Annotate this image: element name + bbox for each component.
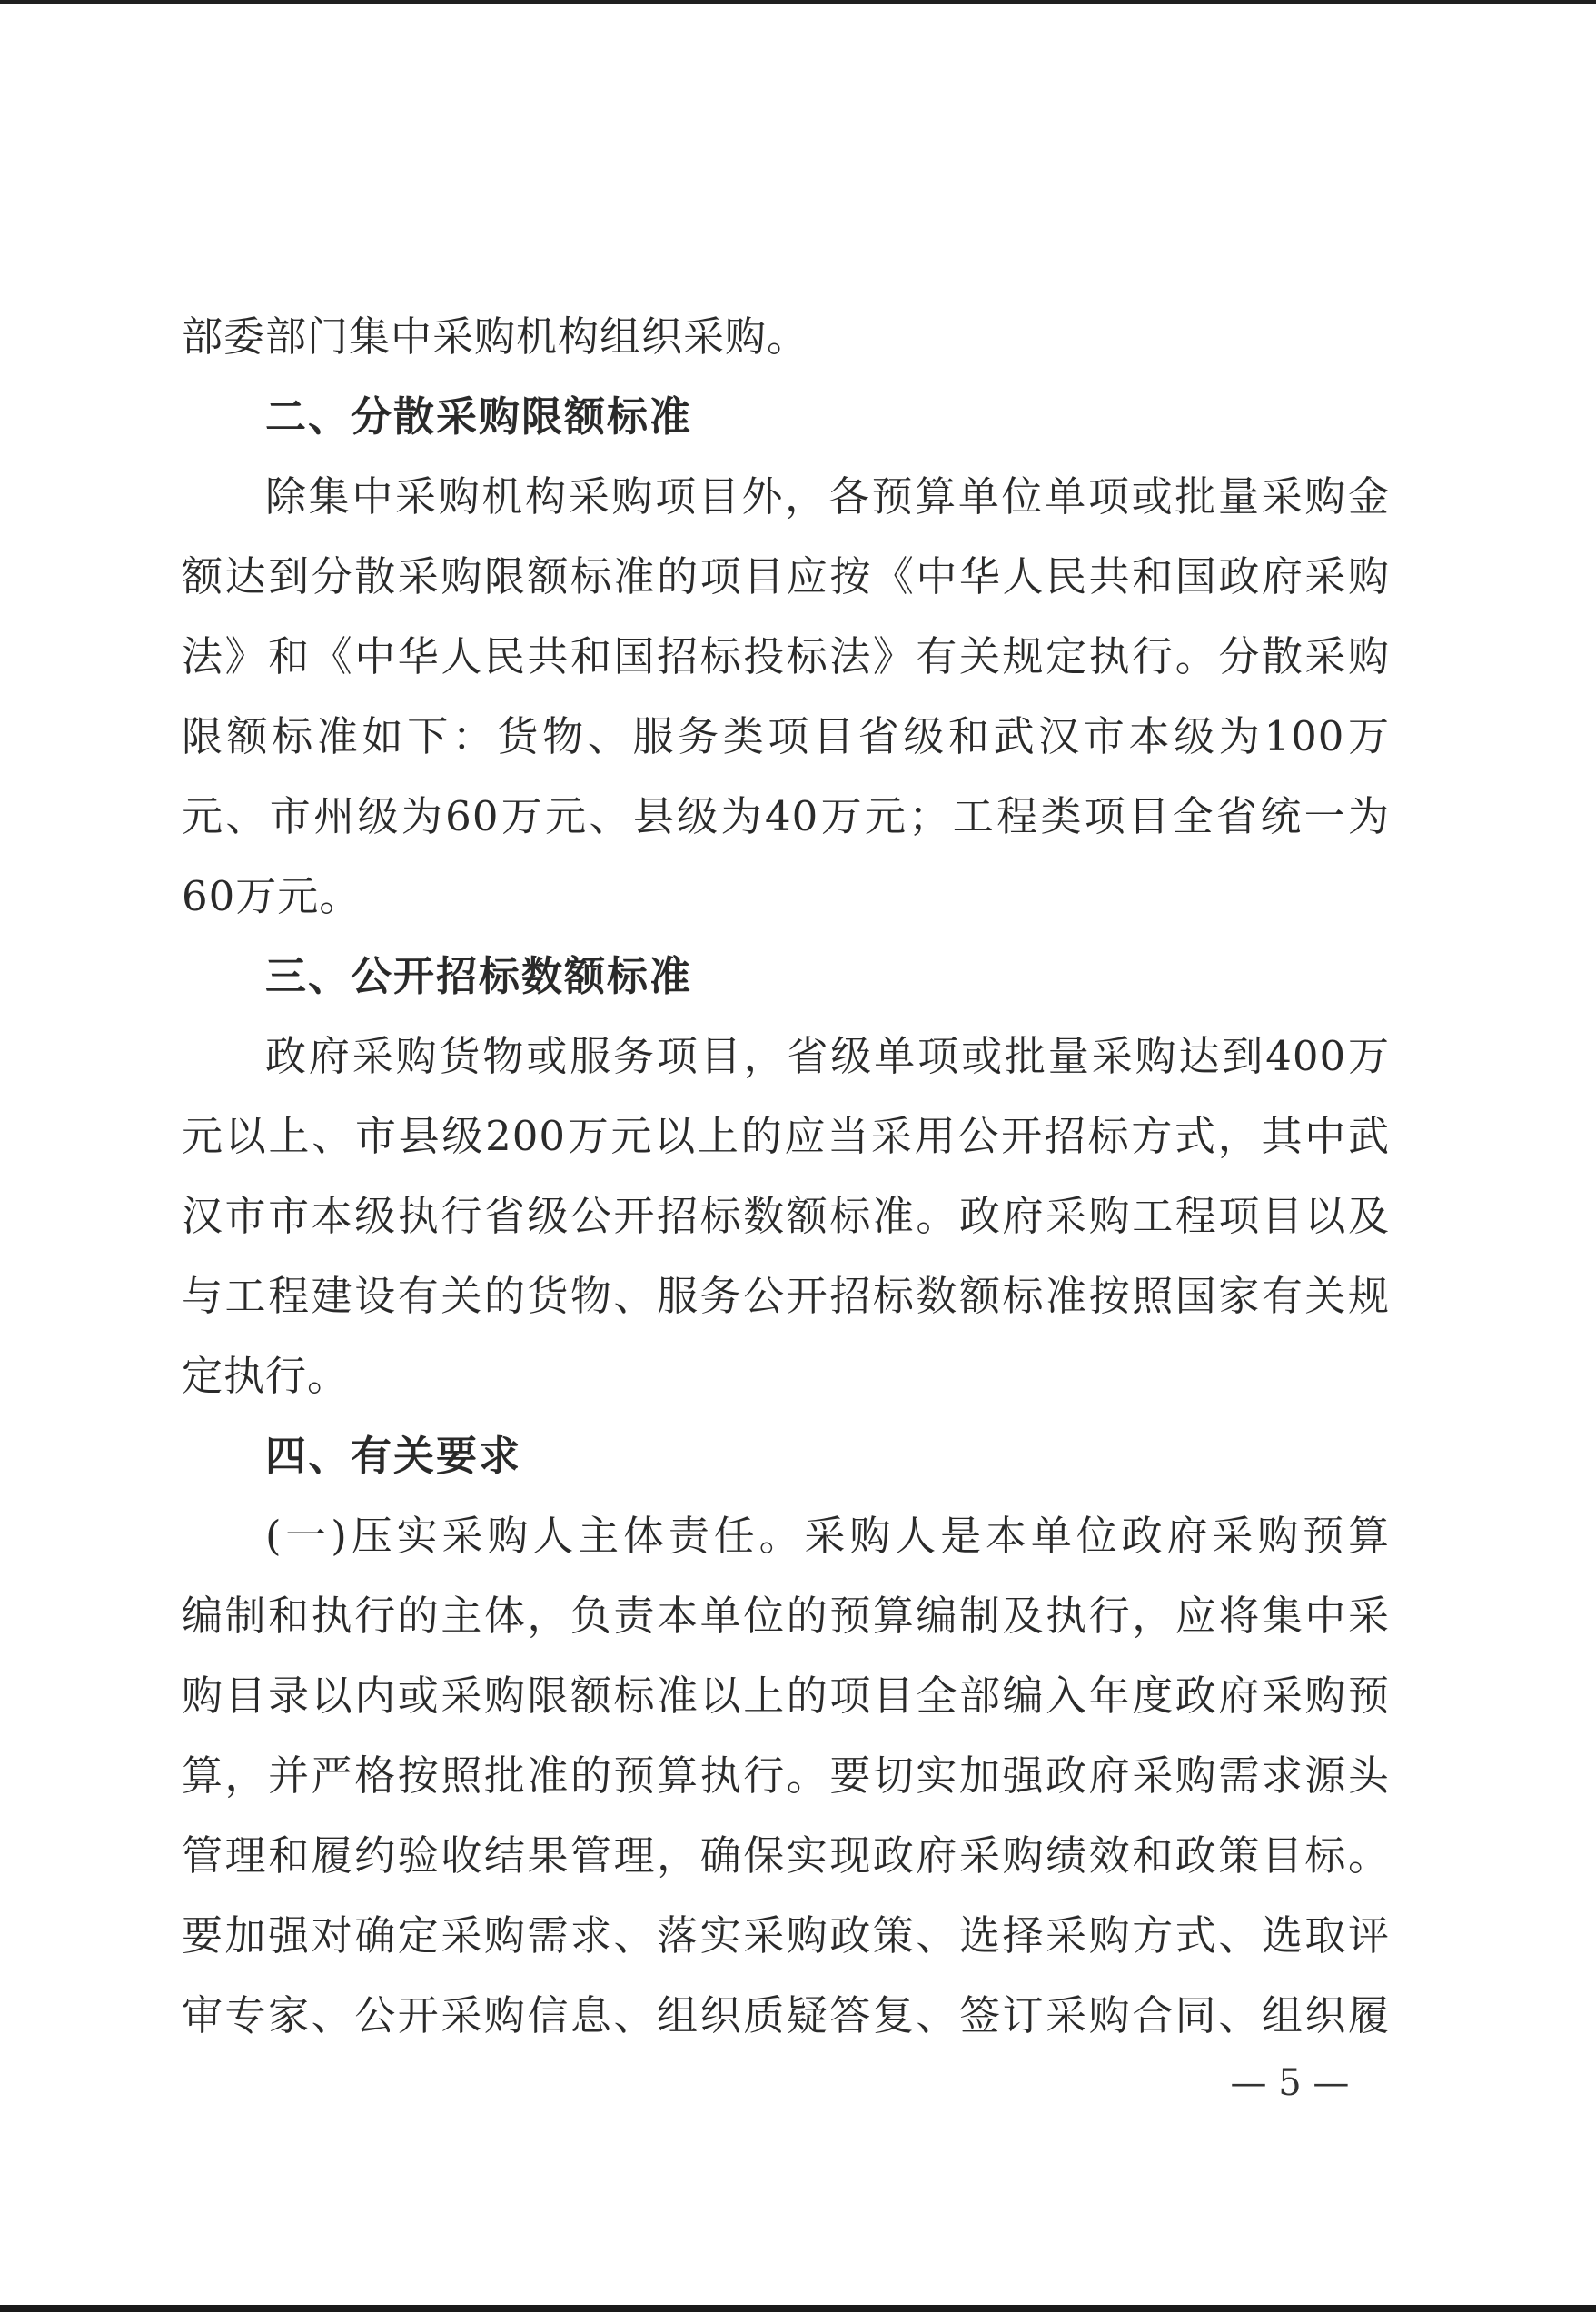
body-line: 算，并严格按照批准的预算执行。要切实加强政府采购需求源头 bbox=[182, 1751, 1390, 1800]
top-scan-border bbox=[0, 0, 1596, 4]
body-line: 与工程建设有关的货物、服务公开招标数额标准按照国家有关规 bbox=[182, 1272, 1390, 1320]
body-line: 元、市州级为60万元、县级为40万元；工程类项目全省统一为 bbox=[182, 792, 1390, 840]
section-heading-4: 四、有关要求 bbox=[265, 1432, 522, 1480]
body-line: 管理和履约验收结果管理，确保实现政府采购绩效和政策目标。 bbox=[182, 1831, 1390, 1880]
body-line: 要加强对确定采购需求、落实采购政策、选择采购方式、选取评 bbox=[182, 1911, 1390, 1960]
page-number: — 5 — bbox=[1230, 2062, 1350, 2104]
body-line: 法》和《中华人民共和国招标投标法》有关规定执行。分散采购 bbox=[182, 632, 1390, 680]
body-line: 购目录以内或采购限额标准以上的项目全部编入年度政府采购预 bbox=[182, 1672, 1390, 1720]
body-line: 额达到分散采购限额标准的项目应按《中华人民共和国政府采购 bbox=[182, 552, 1390, 600]
body-line: 除集中采购机构采购项目外，各预算单位单项或批量采购金 bbox=[265, 472, 1390, 521]
document-body bbox=[182, 297, 1390, 2056]
body-line: 部委部门集中采购机构组织采购。 bbox=[182, 313, 809, 361]
body-line: 限额标准如下：货物、服务类项目省级和武汉市本级为100万 bbox=[182, 712, 1390, 760]
body-line: 汉市市本级执行省级公开招标数额标准。政府采购工程项目以及 bbox=[182, 1192, 1390, 1240]
body-line: 60万元。 bbox=[182, 872, 362, 920]
body-line: 元以上、市县级200万元以上的应当采用公开招标方式，其中武 bbox=[182, 1112, 1390, 1160]
body-line: 定执行。 bbox=[182, 1352, 350, 1400]
body-line: 编制和执行的主体，负责本单位的预算编制及执行，应将集中采 bbox=[182, 1592, 1390, 1640]
bottom-scan-border bbox=[0, 2305, 1596, 2312]
section-heading-3: 三、公开招标数额标准 bbox=[265, 952, 693, 1000]
body-line: (一)压实采购人主体责任。采购人是本单位政府采购预算 bbox=[265, 1512, 1390, 1560]
body-line: 政府采购货物或服务项目，省级单项或批量采购达到400万 bbox=[265, 1032, 1390, 1080]
body-line: 审专家、公开采购信息、组织质疑答复、签订采购合同、组织履 bbox=[182, 1991, 1390, 2039]
section-heading-2: 二、分散采购限额标准 bbox=[265, 392, 693, 441]
